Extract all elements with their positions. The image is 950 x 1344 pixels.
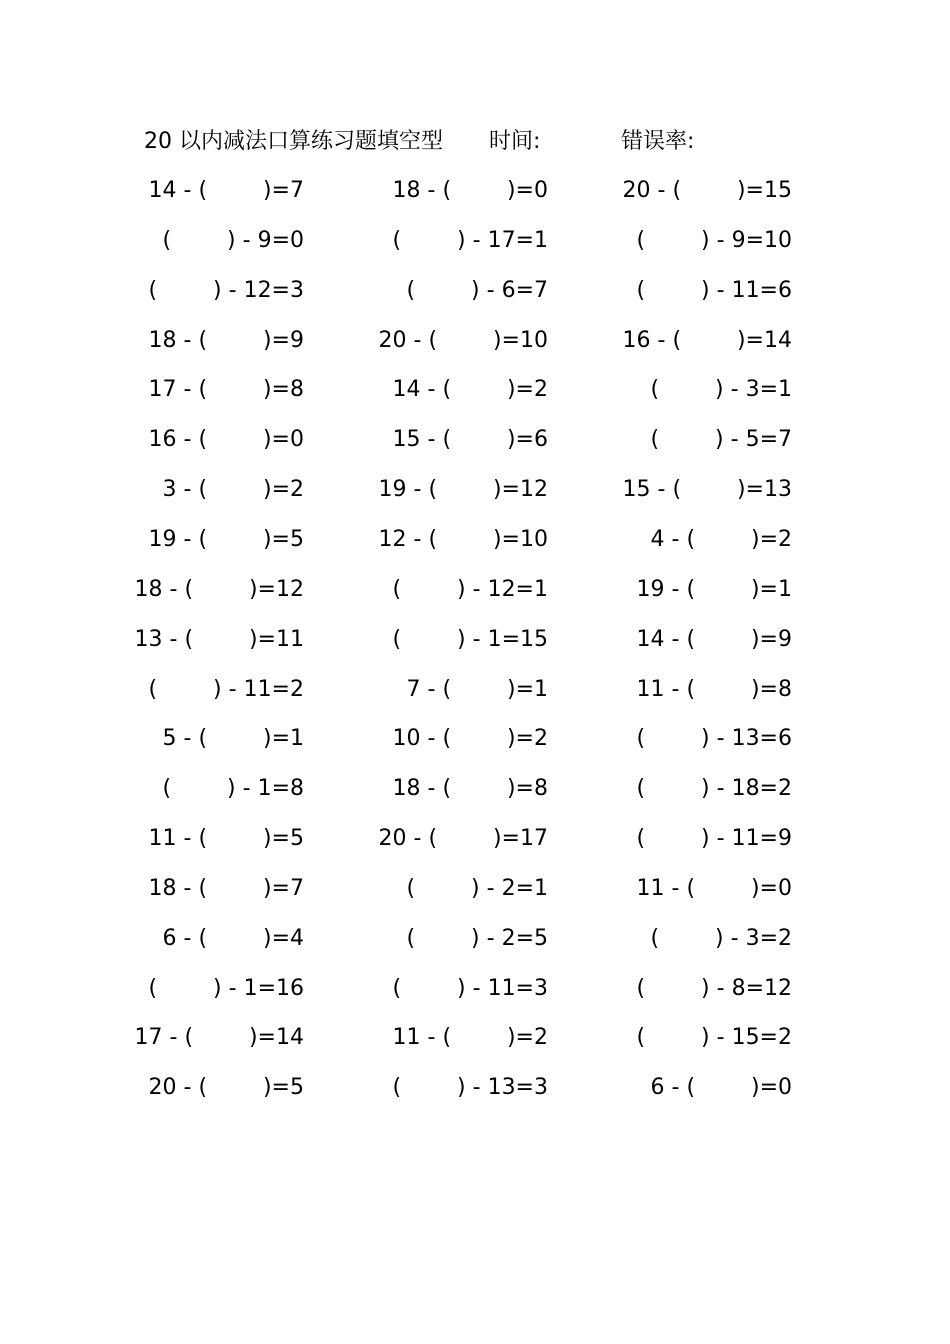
problem-item: 17 - ( )=8 bbox=[148, 377, 304, 403]
problem-item: 15 - ( )=13 bbox=[622, 477, 792, 503]
problem-item: ( ) - 11=2 bbox=[148, 676, 304, 702]
problem-row bbox=[0, 365, 950, 415]
problem-item: 5 - ( )=1 bbox=[162, 726, 304, 752]
problem-item: 14 - ( )=2 bbox=[392, 377, 548, 403]
problem-item: 20 - ( )=17 bbox=[378, 826, 548, 852]
problem-item: ( ) - 13=6 bbox=[636, 726, 792, 752]
problem-item: 20 - ( )=15 bbox=[622, 178, 792, 203]
problem-item: ( ) - 11=9 bbox=[636, 826, 792, 852]
problem-row bbox=[0, 714, 950, 764]
worksheet-title: 20 以内减法口算练习题填空型 bbox=[144, 129, 443, 154]
problem-item: ( ) - 3=1 bbox=[650, 377, 792, 403]
problem-item: 15 - ( )=6 bbox=[392, 427, 548, 453]
problem-item: 18 - ( )=0 bbox=[392, 178, 548, 203]
problem-item: 14 - ( )=7 bbox=[148, 178, 304, 203]
problem-item: ( ) - 11=6 bbox=[636, 277, 792, 303]
problem-item: ( ) - 2=5 bbox=[406, 925, 548, 951]
problem-row bbox=[0, 914, 950, 964]
problem-item: ( ) - 5=7 bbox=[650, 427, 792, 453]
problem-item: 18 - ( )=8 bbox=[392, 776, 548, 802]
problem-row bbox=[0, 864, 950, 914]
problem-item: 10 - ( )=2 bbox=[392, 726, 548, 752]
problem-item: 6 - ( )=0 bbox=[650, 1075, 792, 1101]
problem-item: 19 - ( )=5 bbox=[148, 526, 304, 552]
problem-item: 11 - ( )=0 bbox=[636, 875, 792, 901]
problem-item: ( ) - 12=1 bbox=[392, 576, 548, 602]
problem-item: ( ) - 9=10 bbox=[636, 227, 792, 253]
problem-item: 3 - ( )=2 bbox=[162, 477, 304, 503]
problem-row bbox=[0, 665, 950, 715]
problem-item: 6 - ( )=4 bbox=[162, 925, 304, 951]
problem-item: 4 - ( )=2 bbox=[650, 526, 792, 552]
problem-row bbox=[0, 515, 950, 565]
problem-item: 20 - ( )=5 bbox=[148, 1075, 304, 1101]
worksheet-header bbox=[144, 124, 784, 160]
problem-row bbox=[0, 814, 950, 864]
problem-item: ( ) - 1=16 bbox=[148, 975, 304, 1001]
problem-item: ( ) - 1=8 bbox=[162, 776, 304, 802]
problem-item: ( ) - 1=15 bbox=[392, 626, 548, 652]
problem-item: ( ) - 18=2 bbox=[636, 776, 792, 802]
problem-item: 20 - ( )=10 bbox=[378, 327, 548, 353]
problem-row bbox=[0, 1063, 950, 1113]
problem-item: ( ) - 13=3 bbox=[392, 1075, 548, 1101]
problem-item: ( ) - 3=2 bbox=[650, 925, 792, 951]
problem-item: 13 - ( )=11 bbox=[134, 626, 304, 652]
problem-item: 11 - ( )=5 bbox=[148, 826, 304, 852]
problem-row bbox=[0, 764, 950, 814]
problem-row bbox=[0, 964, 950, 1014]
problem-item: 19 - ( )=1 bbox=[636, 576, 792, 602]
problem-item: 19 - ( )=12 bbox=[378, 477, 548, 503]
problem-item: 16 - ( )=0 bbox=[148, 427, 304, 453]
error-rate-label: 错误率: bbox=[621, 129, 695, 154]
problem-item: ( ) - 12=3 bbox=[148, 277, 304, 303]
time-label: 时间: bbox=[489, 129, 541, 154]
problem-row bbox=[0, 316, 950, 366]
problem-item: ( ) - 11=3 bbox=[392, 975, 548, 1001]
problem-item: ( ) - 8=12 bbox=[636, 975, 792, 1001]
problem-row bbox=[0, 565, 950, 615]
problem-item: ( ) - 6=7 bbox=[406, 277, 548, 303]
problem-item: 14 - ( )=9 bbox=[636, 626, 792, 652]
problem-item: ( ) - 9=0 bbox=[162, 227, 304, 253]
problem-item: 12 - ( )=10 bbox=[378, 526, 548, 552]
problem-row bbox=[0, 216, 950, 266]
problem-row bbox=[0, 465, 950, 515]
problem-item: ( ) - 17=1 bbox=[392, 227, 548, 253]
problem-item: ( ) - 15=2 bbox=[636, 1025, 792, 1051]
problem-item: 18 - ( )=9 bbox=[148, 327, 304, 353]
problem-item: 17 - ( )=14 bbox=[134, 1025, 304, 1051]
problem-row bbox=[0, 415, 950, 465]
problem-item: 11 - ( )=2 bbox=[392, 1025, 548, 1051]
problem-row bbox=[0, 1013, 950, 1063]
problem-item: 18 - ( )=12 bbox=[134, 576, 304, 602]
problem-item: 18 - ( )=7 bbox=[148, 875, 304, 901]
problem-row bbox=[0, 266, 950, 316]
problem-row bbox=[0, 615, 950, 665]
problem-item: ( ) - 2=1 bbox=[406, 875, 548, 901]
problem-row bbox=[0, 166, 950, 216]
problem-item: 7 - ( )=1 bbox=[406, 676, 548, 702]
problem-item: 16 - ( )=14 bbox=[622, 327, 792, 353]
problem-item: 11 - ( )=8 bbox=[636, 676, 792, 702]
